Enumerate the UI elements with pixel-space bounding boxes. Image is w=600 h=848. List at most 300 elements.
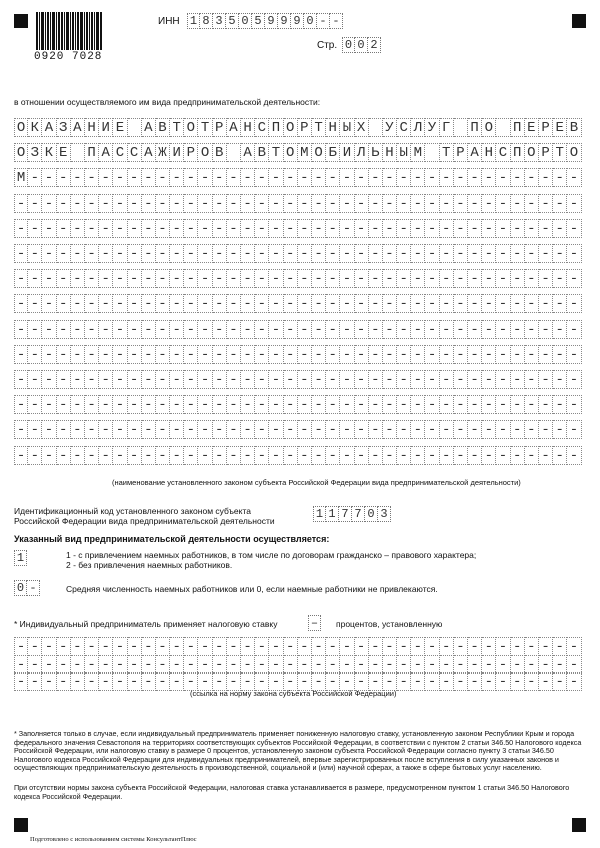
activity-row-cell: - — [454, 168, 468, 187]
activity-row-cell: - — [411, 294, 425, 313]
activity-row-cell: - — [553, 370, 567, 389]
activity-row-cell: - — [425, 420, 439, 439]
activity-row-cell: - — [383, 269, 397, 288]
activity-row-cell: - — [383, 446, 397, 465]
activity-row-cell: - — [355, 294, 369, 313]
activity-row-cell: - — [369, 244, 383, 263]
activity-row-cell: - — [525, 395, 539, 414]
activity-row-cell: - — [269, 446, 283, 465]
activity-row-cell: - — [496, 294, 510, 313]
page-label: Стр. — [317, 40, 338, 51]
activity-row-cell: - — [425, 446, 439, 465]
activity-row-cell: - — [454, 420, 468, 439]
activity-row-cell: - — [42, 446, 56, 465]
activity-row-cell: - — [128, 320, 142, 339]
type-value-cell — [14, 550, 27, 566]
activity-row-cell: - — [42, 345, 56, 364]
rate-row-cell: - — [42, 655, 56, 674]
employees-value-cells — [14, 580, 40, 596]
activity-row-cell: - — [255, 370, 269, 389]
activity-row-cell: - — [28, 370, 42, 389]
activity-row-cell: П — [269, 118, 283, 137]
activity-row-cell: - — [539, 269, 553, 288]
rate-row-cell: - — [553, 655, 567, 674]
activity-row-cell: - — [142, 320, 156, 339]
activity-row-cell: - — [28, 395, 42, 414]
activity-row-cell: - — [397, 320, 411, 339]
activity-row-cell: В — [255, 143, 269, 162]
activity-row-cell: О — [284, 143, 298, 162]
activity-row-cell: - — [468, 269, 482, 288]
activity-row-cell: - — [128, 269, 142, 288]
activity-row-cell: С — [397, 118, 411, 137]
activity-row-cell: - — [227, 194, 241, 213]
inn-digit-cell: 5 — [252, 13, 265, 29]
rate-row-cell: - — [468, 655, 482, 674]
activity-row-cell: - — [241, 269, 255, 288]
rate-value-cell — [308, 615, 321, 631]
rate-row-cell: - — [298, 655, 312, 674]
activity-row-cell: - — [482, 446, 496, 465]
activity-row-cell: - — [340, 168, 354, 187]
rate-row-cell: - — [312, 637, 326, 656]
activity-row — [14, 118, 582, 137]
activity-row-cell: - — [511, 294, 525, 313]
activity-row-cell: - — [397, 370, 411, 389]
activity-row-cell: - — [525, 320, 539, 339]
activity-row-cell: - — [71, 320, 85, 339]
activity-row-cell: С — [255, 118, 269, 137]
activity-row-cell: - — [284, 168, 298, 187]
activity-row-cell: - — [227, 244, 241, 263]
activity-row-cell: - — [454, 269, 468, 288]
activity-row-cell: - — [369, 420, 383, 439]
rate-row-cell: - — [71, 637, 85, 656]
activity-row-cell: - — [440, 194, 454, 213]
activity-row-cell: - — [525, 420, 539, 439]
activity-row-cell: Т — [553, 143, 567, 162]
rate-row-cell: - — [14, 637, 28, 656]
activity-row-cell: - — [184, 294, 198, 313]
rate-row-cell: - — [482, 672, 496, 691]
activity-row-cell: - — [397, 446, 411, 465]
activity-row-cell: - — [397, 345, 411, 364]
rate-row-cell: - — [213, 672, 227, 691]
activity-row-cell: - — [42, 395, 56, 414]
activity-row-cell: - — [99, 345, 113, 364]
code-digit-cell: 7 — [352, 506, 365, 522]
activity-row-cell: - — [142, 420, 156, 439]
activity-row-cell: - — [355, 420, 369, 439]
inn-digit-cell: 9 — [278, 13, 291, 29]
activity-row-cell: - — [411, 168, 425, 187]
rate-row-cell: - — [269, 655, 283, 674]
activity-row-cell: - — [397, 219, 411, 238]
activity-row-cell: - — [355, 446, 369, 465]
activity-row-cell: - — [298, 194, 312, 213]
activity-row-cell: - — [425, 194, 439, 213]
activity-row-cell: - — [411, 269, 425, 288]
activity-row-cell: - — [440, 168, 454, 187]
activity-row-cell: - — [383, 219, 397, 238]
activity-row-cell: - — [14, 420, 28, 439]
activity-row-cell: - — [184, 194, 198, 213]
activity-row-cell: - — [99, 320, 113, 339]
inn-digit-cell: - — [330, 13, 343, 29]
activity-row-cell: - — [128, 370, 142, 389]
activity-row-cell: П — [511, 118, 525, 137]
activity-row-cell: - — [170, 244, 184, 263]
activity-row-cell: - — [440, 370, 454, 389]
activity-row-cell: - — [383, 395, 397, 414]
activity-row-cell: - — [85, 446, 99, 465]
activity-row-cell: - — [85, 294, 99, 313]
rate-row-cell: - — [298, 672, 312, 691]
activity-row-cell: - — [269, 320, 283, 339]
activity-row-cell: - — [496, 194, 510, 213]
activity-row-cell: - — [241, 294, 255, 313]
activity-row-cell: - — [511, 446, 525, 465]
activity-row-cell: - — [567, 244, 581, 263]
activity-row-cell: Ы — [340, 118, 354, 137]
activity-row-cell: К — [28, 118, 42, 137]
activity-row-cell: - — [184, 244, 198, 263]
rate-row-cell: - — [425, 672, 439, 691]
activity-row-cell: - — [425, 219, 439, 238]
activity-row-cell: - — [511, 219, 525, 238]
rate-row-cell: - — [397, 655, 411, 674]
activity-row-cell: - — [340, 370, 354, 389]
rate-row-cell: - — [113, 672, 127, 691]
activity-row-cell: - — [539, 168, 553, 187]
rate-row-cell: - — [539, 655, 553, 674]
activity-row-cell: - — [425, 244, 439, 263]
rate-row-cell: - — [567, 672, 581, 691]
inn-digit-cell: 9 — [265, 13, 278, 29]
activity-row-cell: - — [411, 420, 425, 439]
activity-row-cell: - — [454, 294, 468, 313]
activity-row-cell: - — [255, 345, 269, 364]
activity-row-cell: - — [28, 194, 42, 213]
activity-row-cell: - — [128, 345, 142, 364]
rate-row-cell: - — [397, 672, 411, 691]
activity-row-cell: Е — [57, 143, 71, 162]
rate-row-cell: - — [213, 637, 227, 656]
activity-row-cell: - — [28, 269, 42, 288]
rate-row-cell: - — [539, 637, 553, 656]
activity-row-cell: - — [284, 269, 298, 288]
activity-row-cell: - — [99, 219, 113, 238]
activity-row-cell: - — [113, 320, 127, 339]
activity-row-cell: - — [128, 446, 142, 465]
activity-row-cell: - — [241, 194, 255, 213]
activity-row-cell: - — [85, 168, 99, 187]
activity-row-cell: - — [85, 269, 99, 288]
activity-row — [14, 219, 582, 238]
activity-row-cell: - — [496, 446, 510, 465]
inn-digit-cell: - — [317, 13, 330, 29]
activity-row-cell: - — [213, 395, 227, 414]
activity-row-cell: - — [71, 420, 85, 439]
activity-row-cell: - — [142, 269, 156, 288]
rate-row-cell: - — [369, 637, 383, 656]
activity-row-cell: - — [567, 320, 581, 339]
activity-row-cell: - — [454, 446, 468, 465]
rate-row-cell: - — [553, 672, 567, 691]
corner-marker-bottom-left — [14, 818, 28, 832]
activity-row-cell: - — [284, 244, 298, 263]
activity-row-cell: - — [355, 219, 369, 238]
type-heading: Указанный вид предпринимательской деятельности осуществляется: — [14, 534, 330, 544]
activity-row-cell: - — [298, 446, 312, 465]
activity-row-cell: - — [184, 370, 198, 389]
code-label-line1: Идентификационный код установленного законом субъекта — [14, 506, 251, 516]
activity-row-cell: - — [383, 244, 397, 263]
activity-row-cell: - — [42, 370, 56, 389]
activity-row-cell: - — [227, 420, 241, 439]
activity-row-cell: - — [241, 168, 255, 187]
activity-row-cell: О — [184, 118, 198, 137]
activity-row-cell: - — [198, 168, 212, 187]
activity-row-cell: - — [85, 370, 99, 389]
activity-row-cell: - — [312, 269, 326, 288]
rate-row-cell: - — [142, 672, 156, 691]
rate-row-cell: - — [269, 672, 283, 691]
rate-row-cell: - — [511, 637, 525, 656]
activity-row-cell: Ы — [397, 143, 411, 162]
activity-row-cell: - — [525, 269, 539, 288]
activity-row-cell: - — [170, 294, 184, 313]
activity-row-cell: - — [170, 345, 184, 364]
activity-row-cell: - — [468, 244, 482, 263]
activity-row-cell: Ж — [156, 143, 170, 162]
rate-row-cell: - — [198, 637, 212, 656]
activity-row-cell: - — [567, 370, 581, 389]
activity-row-cell: - — [184, 219, 198, 238]
activity-row-cell: - — [42, 168, 56, 187]
rate-row-cell: - — [355, 655, 369, 674]
rate-row-cell: - — [184, 637, 198, 656]
activity-row-cell: Т — [170, 118, 184, 137]
activity-row-cell: - — [156, 244, 170, 263]
activity-row-cell: - — [142, 244, 156, 263]
activity-row-cell: - — [28, 446, 42, 465]
activity-row-cell: - — [14, 345, 28, 364]
activity-row-cell: - — [170, 269, 184, 288]
activity-row-cell: - — [440, 395, 454, 414]
rate-row-cell: - — [383, 655, 397, 674]
rate-row-cell: - — [184, 672, 198, 691]
activity-row-cell: - — [340, 269, 354, 288]
rate-row-cell: - — [496, 672, 510, 691]
activity-row-cell: - — [184, 446, 198, 465]
code-digit-cell: 1 — [313, 506, 326, 522]
rate-row-cell: - — [42, 637, 56, 656]
activity-row-cell: - — [213, 219, 227, 238]
activity-row-cell: - — [340, 320, 354, 339]
rate-row-cell: - — [241, 672, 255, 691]
activity-row-cell: - — [312, 219, 326, 238]
activity-row-cell: - — [198, 320, 212, 339]
activity-row-cell: - — [468, 294, 482, 313]
rate-row-cell: - — [369, 672, 383, 691]
activity-row-cell: - — [184, 320, 198, 339]
activity-row-cell: М — [298, 143, 312, 162]
activity-row-cell: - — [468, 446, 482, 465]
activity-row-cell: - — [326, 168, 340, 187]
activity-row-cell: - — [567, 420, 581, 439]
activity-row-cell: - — [553, 420, 567, 439]
activity-row-cell: - — [128, 219, 142, 238]
activity-row-cell: Н — [383, 143, 397, 162]
activity-row-cell: - — [425, 370, 439, 389]
activity-row-cell: - — [14, 446, 28, 465]
activity-row-cell: - — [567, 345, 581, 364]
activity-row-cell: - — [567, 269, 581, 288]
rate-row-cell: - — [28, 637, 42, 656]
footnote-paragraph-2: При отсутствии нормы закона субъекта Российской Федерации, налоговая ставка устанавливается в размере, предусмотренном пунктом 1 статьи 346.50 Налогового кодекса Российской Федерации. — [14, 783, 570, 801]
activity-row-cell: - — [326, 219, 340, 238]
activity-row-cell: - — [355, 168, 369, 187]
rate-row-cell: - — [511, 655, 525, 674]
activity-row-cell: - — [113, 269, 127, 288]
activity-row-cell: С — [496, 143, 510, 162]
activity-row-cell: Л — [355, 143, 369, 162]
activity-row-cell: П — [511, 143, 525, 162]
activity-row-cell: Б — [326, 143, 340, 162]
type-digit-cell: 1 — [14, 550, 27, 566]
rate-row-cell: - — [411, 655, 425, 674]
activity-row-cell: - — [241, 420, 255, 439]
activity-row-cell: Р — [213, 118, 227, 137]
barcode-number: 0920 7028 — [34, 51, 103, 63]
rate-row-cell: - — [170, 655, 184, 674]
activity-row — [14, 446, 582, 465]
activity-row-cell: - — [496, 168, 510, 187]
activity-row-cell: - — [425, 320, 439, 339]
activity-row-cell: - — [340, 395, 354, 414]
activity-row-cell: - — [113, 168, 127, 187]
activity-row-cell: - — [454, 370, 468, 389]
activity-row-cell: - — [269, 294, 283, 313]
activity-row — [14, 370, 582, 389]
rate-row-cell: - — [425, 655, 439, 674]
activity-row-cell: - — [156, 370, 170, 389]
rate-row-cell: - — [440, 672, 454, 691]
rate-row-cell: - — [539, 672, 553, 691]
rate-row-cell: - — [99, 637, 113, 656]
rate-row-cell: - — [213, 655, 227, 674]
activity-row-cell: - — [440, 446, 454, 465]
activity-row-cell: - — [511, 320, 525, 339]
activity-row-cell: - — [227, 294, 241, 313]
rate-row-cell: - — [269, 637, 283, 656]
activity-row-cell: - — [326, 294, 340, 313]
activity-row-cell: - — [156, 294, 170, 313]
activity-row-cell: - — [397, 269, 411, 288]
activity-row-cell: З — [57, 118, 71, 137]
activity-row-cell: - — [156, 168, 170, 187]
activity-row-cell: - — [156, 345, 170, 364]
rate-row-cell: - — [525, 637, 539, 656]
activity-row-cell: - — [468, 420, 482, 439]
activity-row-cell: - — [440, 294, 454, 313]
activity-row-cell: - — [198, 194, 212, 213]
activity-row-cell: И — [340, 143, 354, 162]
activity-row-cell: - — [14, 370, 28, 389]
rate-row-cell: - — [312, 672, 326, 691]
activity-row-cell: - — [369, 370, 383, 389]
activity-row-cell: М — [14, 168, 28, 187]
activity-row-cell: - — [57, 244, 71, 263]
rate-row-cell: - — [355, 637, 369, 656]
activity-row-cell: - — [440, 420, 454, 439]
activity-row-cell — [71, 143, 85, 162]
activity-row-cell: - — [468, 194, 482, 213]
activity-row-cell: - — [255, 194, 269, 213]
activity-row-cell: - — [553, 244, 567, 263]
activity-row-cell: О — [567, 143, 581, 162]
rate-row-cell: - — [85, 637, 99, 656]
activity-row-cell: - — [454, 194, 468, 213]
activity-row-cell: - — [255, 244, 269, 263]
activity-row-cell: - — [496, 370, 510, 389]
activity-row-cell: - — [255, 395, 269, 414]
activity-row-cell: - — [411, 194, 425, 213]
activity-row-cell: В — [213, 143, 227, 162]
rate-digit-cell: – — [308, 615, 321, 631]
activity-row-cell: З — [28, 143, 42, 162]
rate-row-cell: - — [128, 637, 142, 656]
activity-row-cell: - — [411, 219, 425, 238]
activity-row-cell: Х — [355, 118, 369, 137]
activity-row-cell: - — [255, 269, 269, 288]
activity-row-cell: - — [298, 320, 312, 339]
rate-row-cell: - — [326, 672, 340, 691]
activity-row-cell: - — [539, 219, 553, 238]
page-digit-cell: 0 — [342, 37, 355, 53]
activity-row-cell: - — [241, 244, 255, 263]
activity-row-cell: С — [128, 143, 142, 162]
activity-row-cell: - — [312, 194, 326, 213]
activity-row-cell: - — [42, 320, 56, 339]
activity-row-cell: - — [369, 294, 383, 313]
activity-row — [14, 320, 582, 339]
activity-row-cell: - — [269, 194, 283, 213]
activity-row-cell: - — [198, 219, 212, 238]
rate-row-cell: - — [227, 655, 241, 674]
rate-row-cell: - — [255, 672, 269, 691]
activity-row-cell: - — [482, 370, 496, 389]
activity-row-cell: - — [539, 370, 553, 389]
activity-row-cell: - — [511, 370, 525, 389]
activity-row-cell: - — [411, 320, 425, 339]
type-option-2: 2 - без привлечения наемных работников. — [66, 560, 233, 570]
activity-row-cell: - — [227, 345, 241, 364]
activity-row-cell: - — [241, 345, 255, 364]
activity-row-cell: - — [142, 294, 156, 313]
activity-row-cell: - — [312, 244, 326, 263]
activity-row-cell: - — [42, 269, 56, 288]
activity-row-cell: - — [454, 320, 468, 339]
rate-row-cell: - — [57, 637, 71, 656]
activity-row-cell: - — [468, 370, 482, 389]
activity-row-cell: - — [383, 345, 397, 364]
activity-row-cell: - — [255, 320, 269, 339]
activity-row-cell: - — [227, 320, 241, 339]
rate-row-cell: - — [71, 672, 85, 691]
inn-cells — [187, 13, 343, 29]
